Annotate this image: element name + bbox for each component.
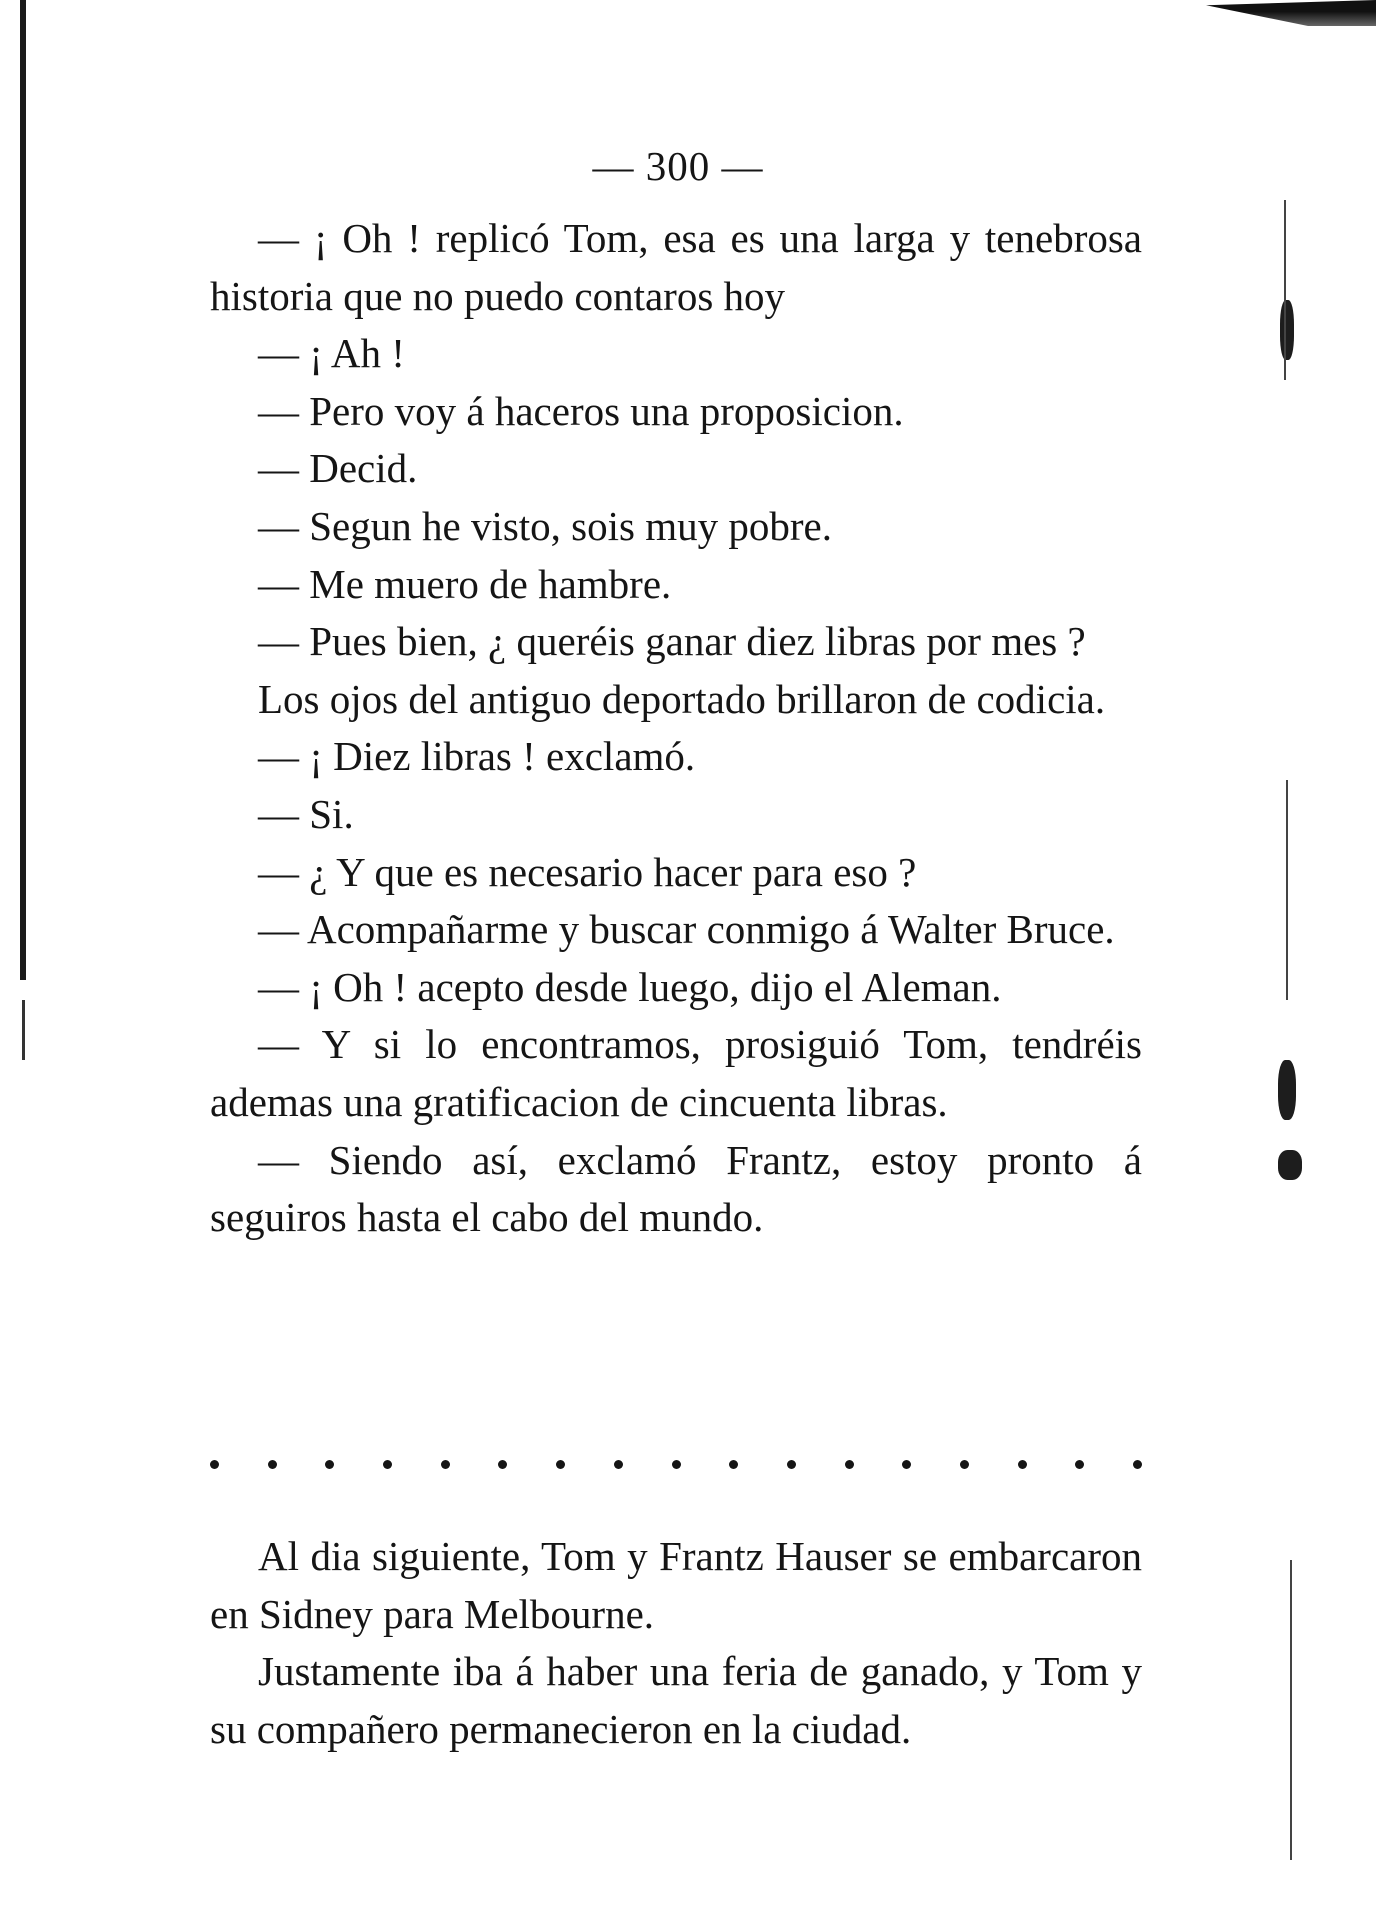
scan-smudge	[1278, 1060, 1296, 1120]
scan-right-line	[1284, 200, 1286, 380]
page-number: — 300 —	[592, 143, 764, 189]
paragraph: — Pues bien, ¿ queréis ganar diez libras por mes ?	[258, 618, 1086, 665]
dot	[1075, 1460, 1084, 1469]
section-break-dots	[210, 1460, 1142, 1469]
paragraph: — ¡ Oh ! replicó Tom, esa es una larga y tenebrosa historia que no puedo contaros hoy	[210, 215, 1142, 319]
dot	[787, 1460, 796, 1469]
dot	[845, 1460, 854, 1469]
dot	[498, 1460, 507, 1469]
body-text	[210, 210, 1142, 1247]
paragraph: Los ojos del antiguo deportado brillaron de codicia.	[258, 675, 1106, 722]
paragraph: — Decid.	[258, 445, 418, 492]
dot	[268, 1460, 277, 1469]
body-text-continued	[210, 1528, 1142, 1758]
paragraph: — ¡ Oh ! acepto desde luego, dijo el Aleman.	[258, 963, 1002, 1010]
paragraph: — ¿ Y que es necesario hacer para eso ?	[258, 848, 917, 895]
paragraph: Justamente iba á haber una feria de ganado, y Tom y su compañero permanecieron en la ciudad.	[210, 1648, 1142, 1752]
dot	[960, 1460, 969, 1469]
dot	[1133, 1460, 1142, 1469]
scan-right-line	[1286, 780, 1288, 1000]
scan-left-edge-lower	[22, 1000, 25, 1060]
paragraph: — ¡ Diez libras ! exclamó.	[258, 733, 696, 780]
paragraph: — Acompañarme y buscar conmigo á Walter Bruce.	[258, 906, 1115, 953]
paragraph: — ¡ Ah !	[258, 330, 405, 377]
dot	[1018, 1460, 1027, 1469]
dot	[383, 1460, 392, 1469]
dot	[672, 1460, 681, 1469]
paragraph: — Si.	[258, 790, 354, 837]
scan-smudge	[1278, 1150, 1302, 1180]
scan-corner-mark	[1206, 0, 1376, 26]
dot	[210, 1460, 219, 1469]
dot	[441, 1460, 450, 1469]
paragraph: — Pero voy á haceros una proposicion.	[258, 387, 904, 434]
paragraph: Al dia siguiente, Tom y Frantz Hauser se embarcaron en Sidney para Melbourne.	[210, 1533, 1142, 1637]
scan-smudge	[1280, 300, 1294, 360]
paragraph: — Segun he visto, sois muy pobre.	[258, 502, 832, 549]
paragraph: — Y si lo encontramos, prosiguió Tom, tendréis ademas una gratificacion de cincuenta libras.	[210, 1021, 1142, 1125]
paragraph: — Siendo así, exclamó Frantz, estoy pronto á seguiros hasta el cabo del mundo.	[210, 1136, 1142, 1241]
dot	[902, 1460, 911, 1469]
dot	[325, 1460, 334, 1469]
dot	[614, 1460, 623, 1469]
dot	[729, 1460, 738, 1469]
paragraph: — Me muero de hambre.	[258, 560, 672, 607]
dot	[556, 1460, 565, 1469]
scan-right-line	[1290, 1560, 1292, 1860]
